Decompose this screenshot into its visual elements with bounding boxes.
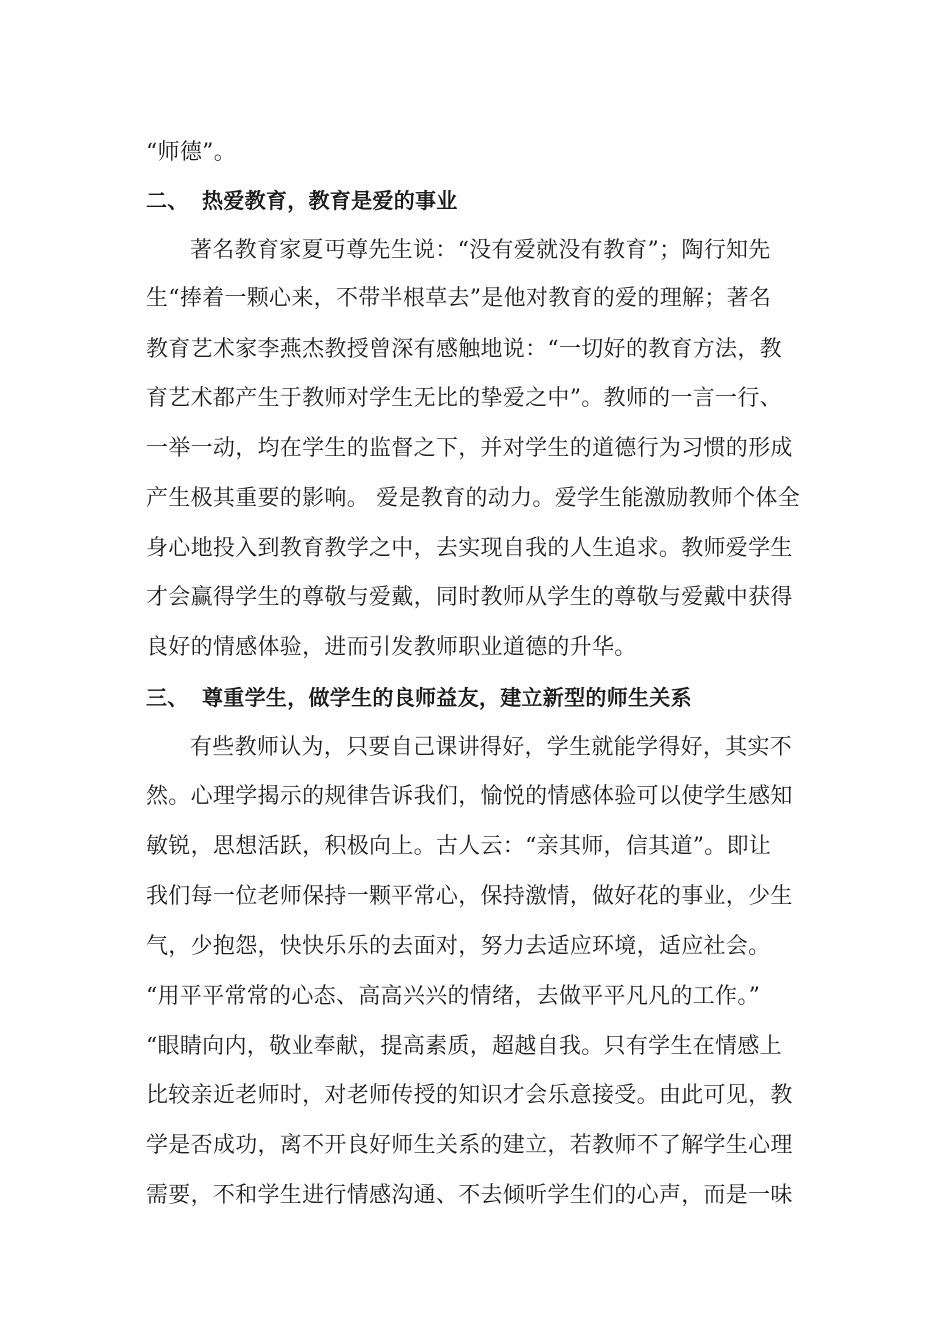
paragraph-line: 需要，不和学生进行情感沟通、不去倾听学生们的心声，而是一味 — [146, 1183, 793, 1208]
paragraph-line: 身心地投入到教育教学之中，去实现自我的人生追求。教师爱学生 — [146, 536, 793, 561]
paragraph-line: 然。心理学揭示的规律告诉我们，愉悦的情感体验可以使学生感知 — [146, 784, 793, 809]
paragraph-line: 育艺术都产生于教师对学生无比的挚爱之中”。教师的一言一行、 — [146, 386, 782, 411]
paragraph-line: 产生极其重要的影响。 爱是教育的动力。爱学生能激励教师个体全 — [146, 486, 800, 511]
section-heading-3 — [146, 683, 692, 713]
paragraph-line: 比较亲近老师时，对老师传授的知识才会乐意接受。由此可见，教 — [146, 1083, 793, 1108]
section-heading-2 — [146, 186, 458, 216]
paragraph-fragment: “师德”。 — [146, 140, 236, 165]
paragraph-line: “用平平常常的心态、高高兴兴的情绪，去做平平凡凡的工作。” — [146, 984, 761, 1009]
paragraph-line: 才会赢得学生的尊敬与爱戴，同时教师从学生的尊敬与爱戴中获得 — [146, 585, 793, 610]
paragraph-line: 气，少抱怨，快快乐乐的去面对，努力去适应环境，适应社会。 — [146, 934, 771, 959]
paragraph-line: 良好的情感体验，进而引发教师职业道德的升华。 — [146, 635, 637, 660]
paragraph-line: 一举一动，均在学生的监督之下，并对学生的道德行为习惯的形成 — [146, 436, 793, 461]
paragraph-line: 教育艺术家李燕杰教授曾深有感触地说：“一切好的教育方法，教 — [146, 337, 782, 362]
paragraph-line: 学是否成功，离不开良好师生关系的建立，若教师不了解学生心理 — [146, 1133, 793, 1158]
section-title: 热爱教育，教育是爱的事业 — [202, 189, 458, 213]
paragraph-line: “眼睛向内，敬业奉献，提高素质，超越自我。只有学生在情感上 — [146, 1034, 782, 1059]
section-number: 二、 — [146, 189, 189, 213]
paragraph-line: 有些教师认为，只要自己课讲得好，学生就能学得好，其实不 — [190, 735, 793, 760]
paragraph-line: 著名教育家夏丏尊先生说：“没有爱就没有教育”；陶行知先 — [190, 238, 771, 263]
section-title: 尊重学生，做学生的良师益友，建立新型的师生关系 — [202, 686, 692, 710]
paragraph-line: 敏锐，思想活跃，积极向上。古人云：“亲其师，信其道”。即让 — [146, 834, 772, 859]
section-number: 三、 — [146, 686, 189, 710]
paragraph-line: 我们每一位老师保持一颗平常心，保持激情，做好花的事业，少生 — [146, 884, 793, 909]
paragraph-line: 生“捧着一颗心来，不带半根草去”是他对教育的爱的理解；著名 — [146, 286, 772, 311]
